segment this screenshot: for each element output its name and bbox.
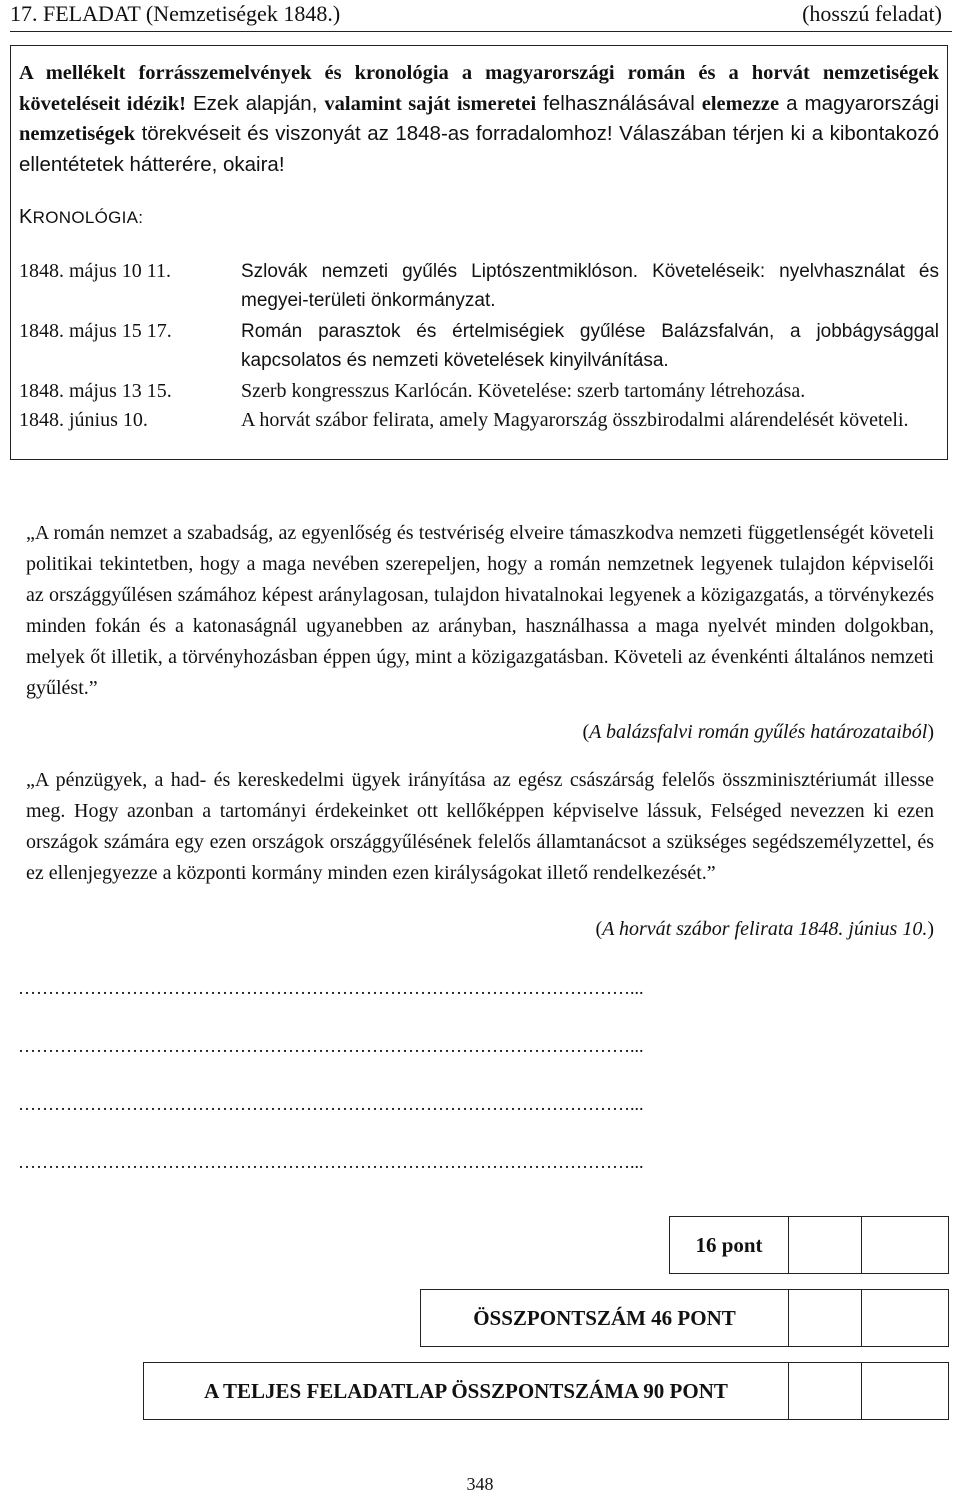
instruction-text-3: a magyarországi — [779, 91, 940, 115]
chronology-date: 1848. május 10 11. — [19, 260, 172, 282]
task-score-table — [669, 1216, 949, 1274]
task-type: (hosszú feladat) — [802, 1, 942, 26]
answer-line[interactable]: …………………………………………………………………………………………... — [18, 978, 644, 998]
total-90-cell-scored[interactable] — [862, 1363, 949, 1420]
chronology-heading-initial: K — [19, 206, 33, 228]
chronology-text: Román parasztok és értelmiségiek gyűlése Balázsfalván, a jobbágysággal kapcsolatos és nemzeti követelések kinyilvánítása. — [241, 321, 939, 371]
source-text-romanian: „A román nemzet a szabadság, az egyenlőség és testvériség elveire támaszkodva nemzeti függetlenségét követeli politikai tekintetben, hogy a maga nevében szerepeljen, hogy a román nemzetnek legyenek tulajdon képviselői az országgyűlésen számához képest aránylagosan, tulajdon hivatalnokai legyenek a közigazgatás, a törvénykezés minden fokán és a katonaságnál ugyanebben az arányban, használhassa a maga nyelvét minden dolgokban, melyek őt illetik, a törvényhozásban éppen úgy, mint a közigazgatásban. Követeli az évenkénti általános nemzeti gyűlést.” — [26, 522, 934, 699]
citation-title: A balázsfalvi román gyűlés határozataiból — [589, 721, 928, 743]
source-citation-romanian — [583, 717, 935, 748]
score-cell-achieved[interactable] — [789, 1217, 862, 1274]
total-90-cell-achieved[interactable] — [789, 1363, 862, 1420]
citation-title: A horvát szábor felirata 1848. június 10. — [602, 918, 928, 940]
total-46-cell-scored[interactable] — [862, 1290, 949, 1347]
task-box — [10, 45, 948, 460]
source-text-croatian: „A pénzügyek, a had- és kereskedelmi ügyek irányítása az egész császárság felelős összminisztériumát illesse meg. Hogy azonban a tartományi érdekeinket ott kellőképpen képviselve lássuk, Felséged nevezzen ki ezen országok számára egy ezen országok országgyűlésének felelős államtanácsot a szükséges segédszemélyzettel, és ez ellenjegyezze a központi kormány minden ezen királyságokat illető rendelkezését.” — [26, 769, 934, 884]
instruction-text-4: törekvéseit és viszonyát az 1848-as forradalomhoz! Válaszában térjen ki a kibontakozó ellentétetek hátterére, okaira! — [19, 122, 939, 176]
instruction-text-1: Ezek alapján, — [185, 91, 325, 115]
chronology-text: Szerb kongresszus Karlócán. Követelése: szerb tartomány létrehozása. — [241, 380, 806, 402]
source-citation-croatian — [595, 914, 934, 945]
page-number: 348 — [466, 1474, 494, 1494]
task-points-label: 16 pont — [670, 1217, 789, 1274]
total-46-label: ÖSSZPONTSZÁM 46 PONT — [421, 1290, 789, 1347]
task-title: 17. FELADAT (Nemzetiségek 1848.) — [10, 1, 341, 26]
instruction-text-2: felhasználásával — [536, 91, 702, 115]
chronology-date: 1848. június 10. — [19, 409, 148, 431]
header-rule — [10, 31, 952, 32]
answer-line[interactable]: …………………………………………………………………………………………... — [18, 1152, 644, 1172]
instruction-bold-4: nemzetiségek — [19, 123, 136, 145]
chronology-text: A horvát szábor felirata, amely Magyarország összbirodalmi alárendelését követeli. — [241, 409, 909, 431]
answer-line[interactable]: …………………………………………………………………………………………... — [18, 1036, 644, 1056]
citation-open: ( — [582, 721, 590, 743]
citation-open: ( — [595, 918, 603, 940]
total-90-table — [143, 1362, 949, 1420]
chronology-date: 1848. május 13 15. — [19, 380, 172, 402]
citation-close: ) — [927, 918, 934, 940]
instruction-bold-2: valamint saját ismeretei — [324, 92, 537, 115]
chronology-heading-rest: RONOLÓGIA: — [32, 208, 144, 227]
citation-close: ) — [927, 721, 934, 743]
instruction-bold-3: elemezze — [701, 92, 780, 115]
chronology-date: 1848. május 15 17. — [19, 320, 172, 342]
total-90-label: A TELJES FELADATLAP ÖSSZPONTSZÁMA 90 PONT — [144, 1363, 789, 1420]
instruction-bold-1: A mellékelt forrásszemelvények és kronológia a magyarországi román és a horvát nemzetiségek követeléseit idézik! — [19, 62, 939, 115]
score-cell-scored[interactable] — [862, 1217, 949, 1274]
answer-line[interactable]: …………………………………………………………………………………………... — [18, 1094, 644, 1114]
chronology-text: Szlovák nemzeti gyűlés Liptószentmiklóson. Követeléseik: nyelvhasználat és megyei-területi önkormányzat. — [241, 261, 939, 311]
total-46-cell-achieved[interactable] — [789, 1290, 862, 1347]
chronology-heading — [19, 206, 143, 229]
task-instructions — [19, 58, 939, 179]
total-46-table — [420, 1289, 949, 1347]
